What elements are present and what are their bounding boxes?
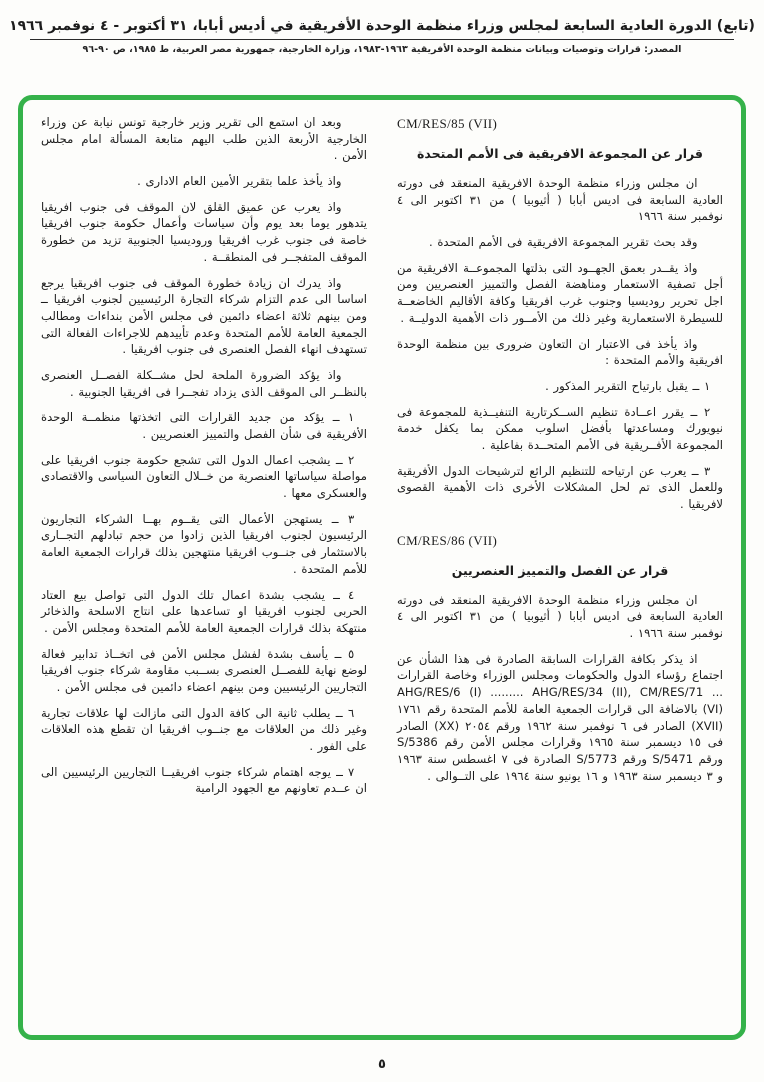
paragraph: واذ يأخذ فى الاعتبار ان التعاون ضرورى بين منظمة الوحدة افريقية والأمم المتحدة : — [397, 336, 723, 368]
resolution-code-86: CM/RES/86 (VII) — [397, 532, 498, 548]
page-number: ٥ — [378, 1057, 386, 1072]
paragraph: واذ يقــدر بعمق الجهــود التى بذلتها المجموعــة الافريقية من أجل تصفية الاستعمار ومناهضة الفصل والتمييز العنصريين ومن اجل تحرير روديسيا وجنوب غرب افريقيا وكافة الأقاليم الخاضعــة للسيطرة الاستعمارية وغير ذلك من الأمــور ذات الأهمية الدوليــة . — [397, 260, 723, 325]
list-item: ٢ ــ يقرر اعــادة تنظيم الســكرتارية التنفيــذية للمجموعة فى نيويورك ومساعدتها بأفضل اسلوب ممكن بما يكفل خدمة المجموعة الأفــريقية فى الأمم المتحــدة بفاعلية . — [397, 404, 723, 452]
list-item: ٤ ــ يشجب بشدة اعمال تلك الدول التى تواصل بيع العتاد الحربى لجنوب افريقيا او تساعدها على انتاج الاسلحة والذخائر منتهكة بذلك قرارات الجمعية العامة للأمم المتحدة ومجلس الأمن . — [41, 587, 367, 635]
paragraph: ان مجلس وزراء منظمة الوحدة الافريقية المنعقد فى دورته العادية السابعة فى اديس أبابا ( أثيوبيا ) من ٣١ اكتوبر الى ٤ نوفمبر سنة ١٩٦٦ — [397, 176, 723, 224]
list-item: ٣ ــ يعرب عن ارتياحه للتنظيم الرائع لترشيحات الدول الأفريقية وللعمل الذى تم لحل المشكلات الأخرى ذات الأهمية القصوى لافريقيا . — [397, 463, 723, 511]
paragraph: واذ يؤكد الضرورة الملحة لحل مشــكلة الفصــل العنصرى بالنظــر الى الموقف الذى يزداد تفجــرا فى افريقيا الجنوبية . — [41, 367, 367, 399]
column-right — [397, 114, 723, 1025]
header-divider — [30, 39, 734, 40]
list-item: ٥ ــ يأسف بشدة لفشل مجلس الأمن فى اتخــاذ تدابير فعالة لوضع نهاية للفصــل العنصرى بســبب مقاومة شركاء جنوب افريقيا التجاريين الرئيسيين ومن بينهم اعضاء دائمين فى مجلس الأمن . — [41, 646, 367, 694]
list-item: ٢ ــ يشجب اعمال الدول التى تشجع حكومة جنوب افريقيا على مواصلة سياساتها العنصرية من خــلال التعاون السياسى والاقتصادى والعسكرى معها . — [41, 452, 367, 501]
paragraph: واذ يأخذ علما بتقرير الأمين العام الادارى . — [137, 174, 342, 189]
list-item: ٧ ــ يوجه اهتمام شركاء جنوب افريقيــا التجاريين الرئيسيين الى ان عــدم تعاونهم مع الجهود الرامية — [41, 764, 367, 796]
two-column-layout — [41, 114, 723, 1025]
paragraph: واذ يعرب عن عميق القلق لان الموقف فى جنوب افريقيا يتدهور يوما بعد يوم وأن سياسات وأعمال حكومة جنوب افريقيا خاصة فى جنوب غرب افريقيا وروديسيا الجنوبية تزيد من خطورة الموقف المتفجــر فى المنطقــة . — [41, 199, 367, 264]
resolution-title-85: قرار عن المجموعة الافريقية فى الأمم المتحدة — [416, 146, 703, 161]
paragraph: وقد بحث تقرير المجموعة الافريقية فى الأمم المتحدة . — [428, 235, 698, 250]
list-item: ١ ــ يؤكد من جديد القرارات التى اتخذتها منظمــة الوحدة الأفريقية فى شأن الفصل والتمييز العنصريين . — [41, 410, 367, 441]
list-item: ٣ ــ يستهجن الأعمال التى يقــوم بهــا الشركاء التجاريون الرئيسيون لجنوب افريقيا الذين زادوا من حجم تبادلهم التجــارى بالاستثمار فى جنــوب افريقيا منتهجين بذلك قرارات الجمعية العامة للأمم المتحدة . — [41, 511, 367, 576]
paragraph: وبعد ان استمع الى تقرير وزير خارجية تونس نيابة عن وزراء الخارجية الأربعة الذين طلب اليهم متابعة المسألة امام مجلس الأمن . — [41, 115, 367, 163]
list-item: ٦ ــ يطلب ثانية الى كافة الدول التى مازالت لها علاقات تجارية وغير ذلك من العلاقات مع جنــوب افريقيا ان تقطع هذه العلاقات على الفور . — [41, 705, 367, 753]
resolution-code-85: CM/RES/85 (VII) — [397, 116, 498, 131]
content-border-box — [18, 95, 746, 1040]
column-left — [41, 114, 367, 1025]
paragraph: اذ يذكر بكافة القرارات السابقة الصادرة فى هذا الشأن عن اجتماع رؤساء الدول والحكومات ومجلس الوزراء وخاصة القرارات ... AHG/RES/6 (I) ......... AHG/RES/34 (II), CM/RES/71 (VI) بالاضافة الى قرارات الجمعية العامة للأمم المتحدة رقم ١٧٦١ (XVII) الصادر فى ٦ نوفمبر سنة ١٩٦٢ ورقم ٢٠٥٤ (XX) الصادر فى ١٥ ديسمبر سنة ١٩٦٥ وقرارات مجلس الأمن رقم S/5386 ورقم S/5471 ورقم S/5773 الصادرة فى ٧ اغسطس سنة ١٩٦٣ و ٣ ديسمبر سنة ١٩٦٣ و ١٦ يونيو سنة ١٩٦٤ على التــوالى . — [397, 651, 724, 783]
document-title: (تابع) الدورة العادية السابعة لمجلس وزراء منظمة الوحدة الأفريقية في أديس أبابا، ٣١ أكتوبر - ٤ نوفمبر ١٩٦٦ — [9, 18, 755, 34]
list-item: ١ ــ يقبل بارتياح التقرير المذكور . — [545, 378, 711, 393]
resolution-title-86: قرار عن الفصل والتمييز العنصريين — [451, 562, 669, 578]
paragraph: واذ يدرك ان زيادة خطورة الموقف فى جنوب افريقيا يرجع اساسا الى عدم التزام شركاء التجارة الرئيسيين لجنوب افريقيا ــ ومن بينهم ثلاثة اعضاء دائمين فى مجلس الأمن بنداءات ومطالب الجمعية العامة للأمم المتحدة وعدم تأييدهم للاجراءات الفعالة التى تستهدف انهاء الفصل العنصرى فى جنوب افريقيا . — [41, 275, 367, 357]
paragraph: ان مجلس وزراء منظمة الوحدة الافريقية المنعقد فى دورته العادية السابعة فى اديس أبابا ( أثيوبيا ) من ٣١ اكتوبر الى ٤ نوفمبر سنة ١٩٦٦ . — [397, 592, 723, 641]
page-header — [0, 0, 764, 55]
source-line: المصدر: قرارات وتوصيات وبيانات منظمة الوحدة الأفريقية ١٩٦٣-١٩٨٣، وزارة الخارجية، جمهورية مصر العربية، ط ١٩٨٥، ص ٩٠-٩٦ — [82, 44, 682, 55]
